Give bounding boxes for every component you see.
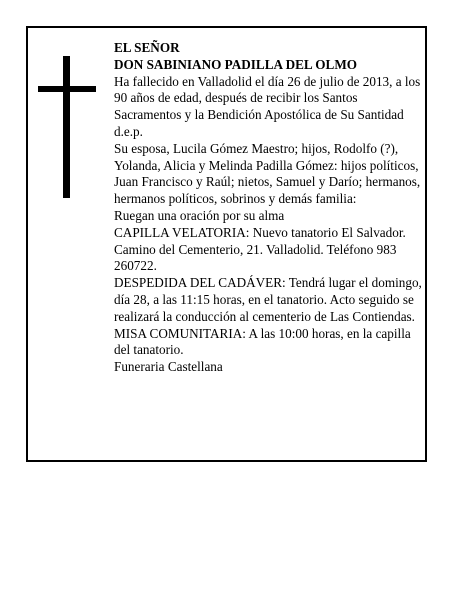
- cross-vertical-bar: [63, 56, 70, 198]
- notice-text: [114, 40, 422, 376]
- cross-icon: [38, 56, 96, 198]
- family-list: Su esposa, Lucila Gómez Maestro; hijos, Rodolfo (?), Yolanda, Alicia y Melinda Padilla Gómez: hijos políticos, Juan Francisco y Raúl; nietos, Samuel y Darío; hermanos, hermanos políticos, sobrinos y demás familia:: [114, 140, 421, 207]
- wake-chapel-info: CAPILLA VELATORIA: Nuevo tanatorio El Salvador. Camino del Cementerio, 21. Valladolid. Teléfono 983 260722.: [114, 224, 406, 274]
- prayer-request: Ruegan una oración por su alma: [114, 207, 285, 223]
- cross-horizontal-bar: [38, 86, 96, 92]
- death-announcement: Ha fallecido en Valladolid el día 26 de julio de 2013, a los 90 años de edad, después de recibir los Santos Sacramentos y la Bendición Apostólica de Su Santidad d.e.p.: [114, 73, 421, 139]
- obituary-notice: [26, 26, 427, 462]
- funeral-home: Funeraria Castellana: [114, 359, 223, 375]
- farewell-info: DESPEDIDA DEL CADÁVER: Tendrá lugar el domingo, día 28, a las 11:15 horas, en el tanatorio. Acto seguido se realizará la conducción al cementerio de Las Contiendas.: [114, 275, 422, 324]
- notice-title: EL SEÑOR: [114, 40, 180, 55]
- mass-info: MISA COMUNITARIA: A las 10:00 horas, en la capilla del tanatorio.: [114, 325, 411, 358]
- deceased-name: DON SABINIANO PADILLA DEL OLMO: [114, 56, 358, 72]
